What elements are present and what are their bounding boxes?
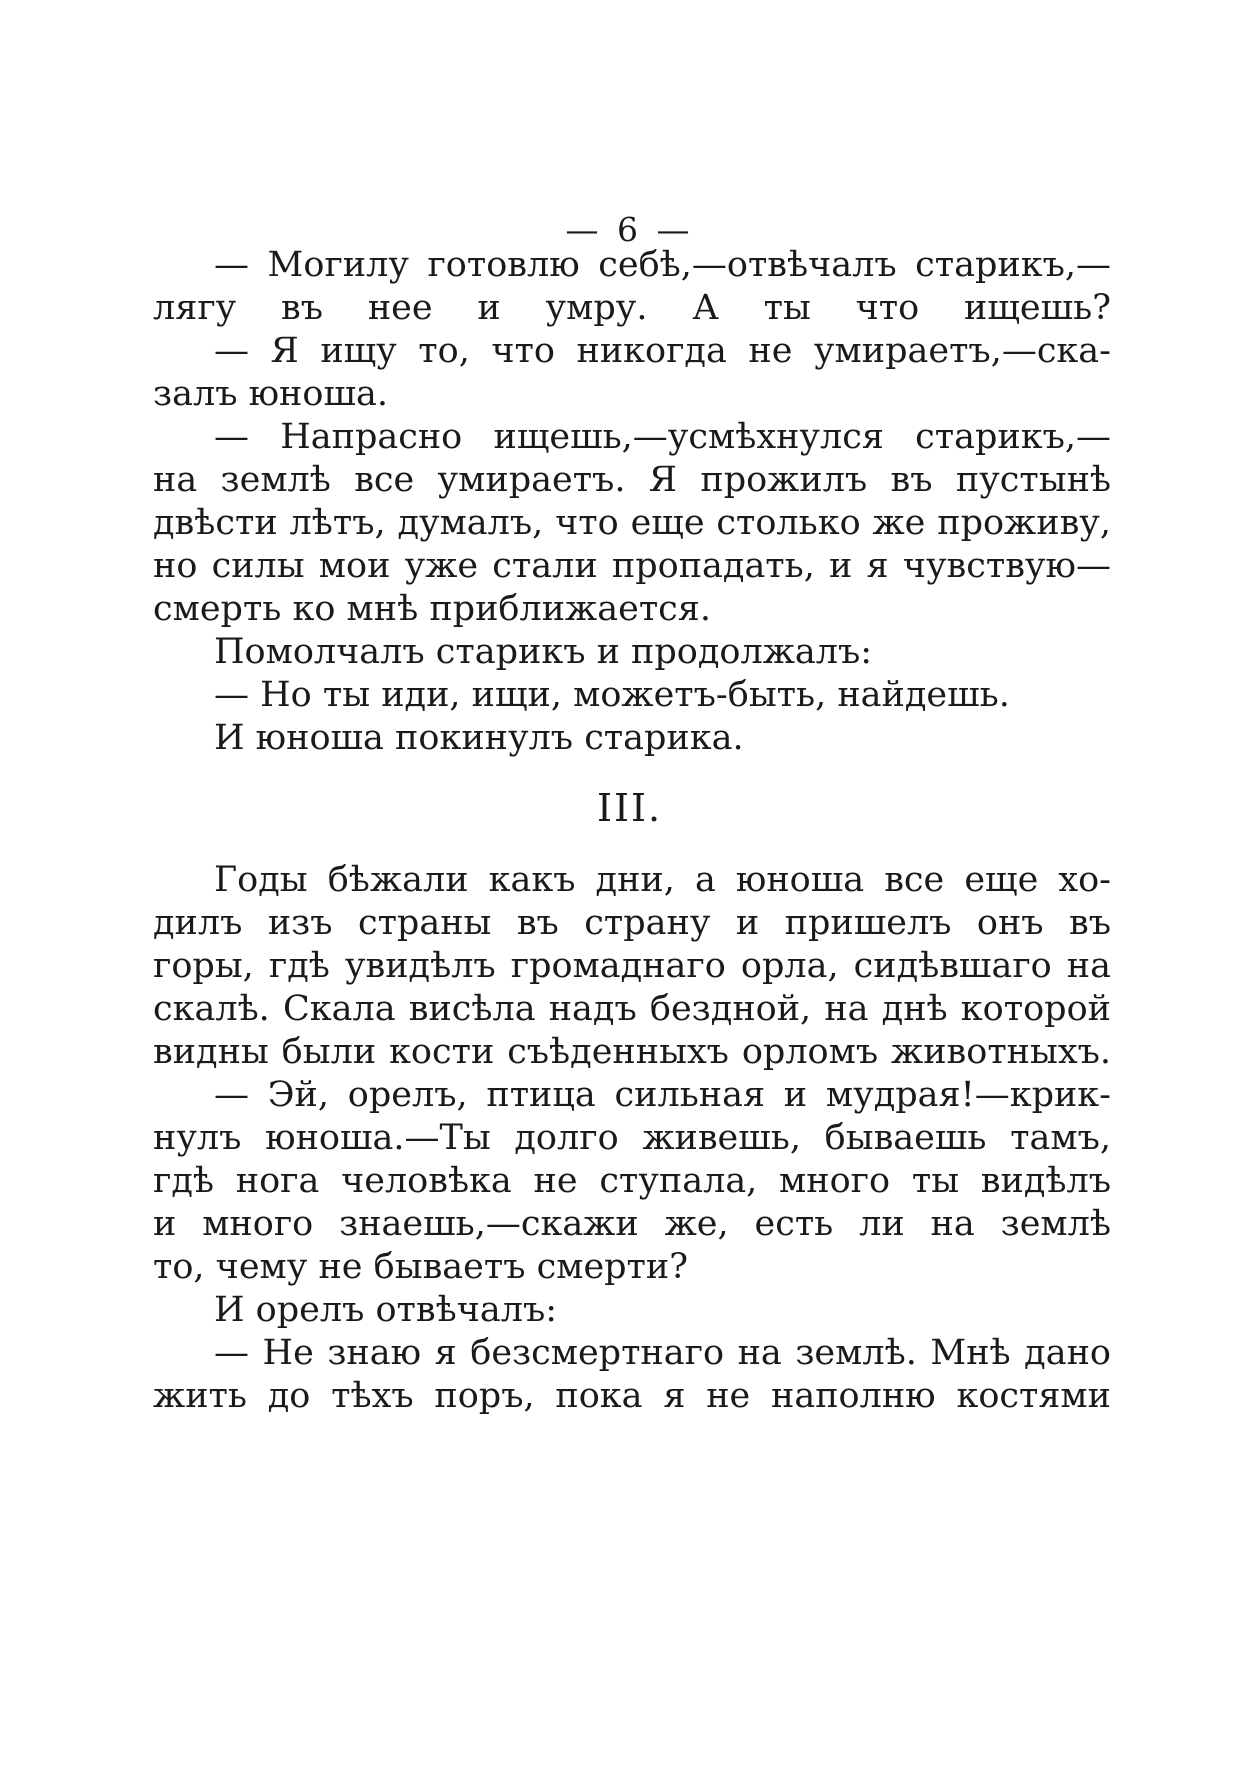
text-line: на землѣ все умираетъ. Я прожилъ въ пустынѣ	[153, 460, 1111, 500]
text-line: — Напрасно ищешь,—усмѣхнулся старикъ,—	[214, 417, 1111, 457]
text-line: гдѣ нога человѣка не ступала, много ты видѣлъ	[153, 1161, 1111, 1201]
text-line: Годы бѣжали какъ дни, а юноша все еще хо-	[214, 860, 1111, 900]
text-line: смерть ко мнѣ приближается.	[153, 589, 711, 629]
text-line: — Могилу готовлю себѣ,—отвѣчалъ старикъ,—	[214, 245, 1111, 285]
text-line: дилъ изъ страны въ страну и пришелъ онъ въ	[153, 903, 1111, 943]
text-line: двѣсти лѣтъ, думалъ, что еще столько же проживу,	[153, 503, 1111, 543]
text-line: Помолчалъ старикъ и продолжалъ:	[214, 632, 873, 672]
text-line: лягу въ нее и умру. А ты что ищешь?	[153, 288, 1111, 328]
text-line: видны были кости съѣденныхъ орломъ животныхъ.	[153, 1032, 1111, 1072]
text-line: залъ юноша.	[153, 374, 388, 414]
text-line: — Я ищу то, что никогда не умираетъ,—ска-	[214, 331, 1111, 371]
text-line: — Эй, орелъ, птица сильная и мудрая!—крик-	[214, 1075, 1111, 1115]
section-heading: III.	[596, 786, 663, 830]
text-line: нулъ юноша.—Ты долго живешь, бываешь тамъ,	[153, 1118, 1111, 1158]
page-number: — 6 —	[565, 210, 694, 249]
text-line: — Но ты иди, ищи, можетъ-быть, найдешь.	[214, 675, 1010, 715]
text-line: — Не знаю я безсмертнаго на землѣ. Мнѣ дано	[214, 1333, 1111, 1373]
text-line: жить до тѣхъ поръ, пока я не наполню костями	[153, 1376, 1111, 1416]
text-line: то, чему не бываетъ смерти?	[153, 1247, 689, 1287]
text-line: но силы мои уже стали пропадать, и я чувствую—	[153, 546, 1111, 586]
text-line: И юноша покинулъ старика.	[214, 718, 744, 758]
text-line: скалѣ. Скала висѣла надъ бездной, на днѣ которой	[153, 989, 1111, 1029]
text-line: горы, гдѣ увидѣлъ громаднаго орла, сидѣвшаго на	[153, 946, 1111, 986]
text-line: и много знаешь,—скажи же, есть ли на землѣ	[153, 1204, 1111, 1244]
text-line: И орелъ отвѣчалъ:	[214, 1290, 558, 1330]
